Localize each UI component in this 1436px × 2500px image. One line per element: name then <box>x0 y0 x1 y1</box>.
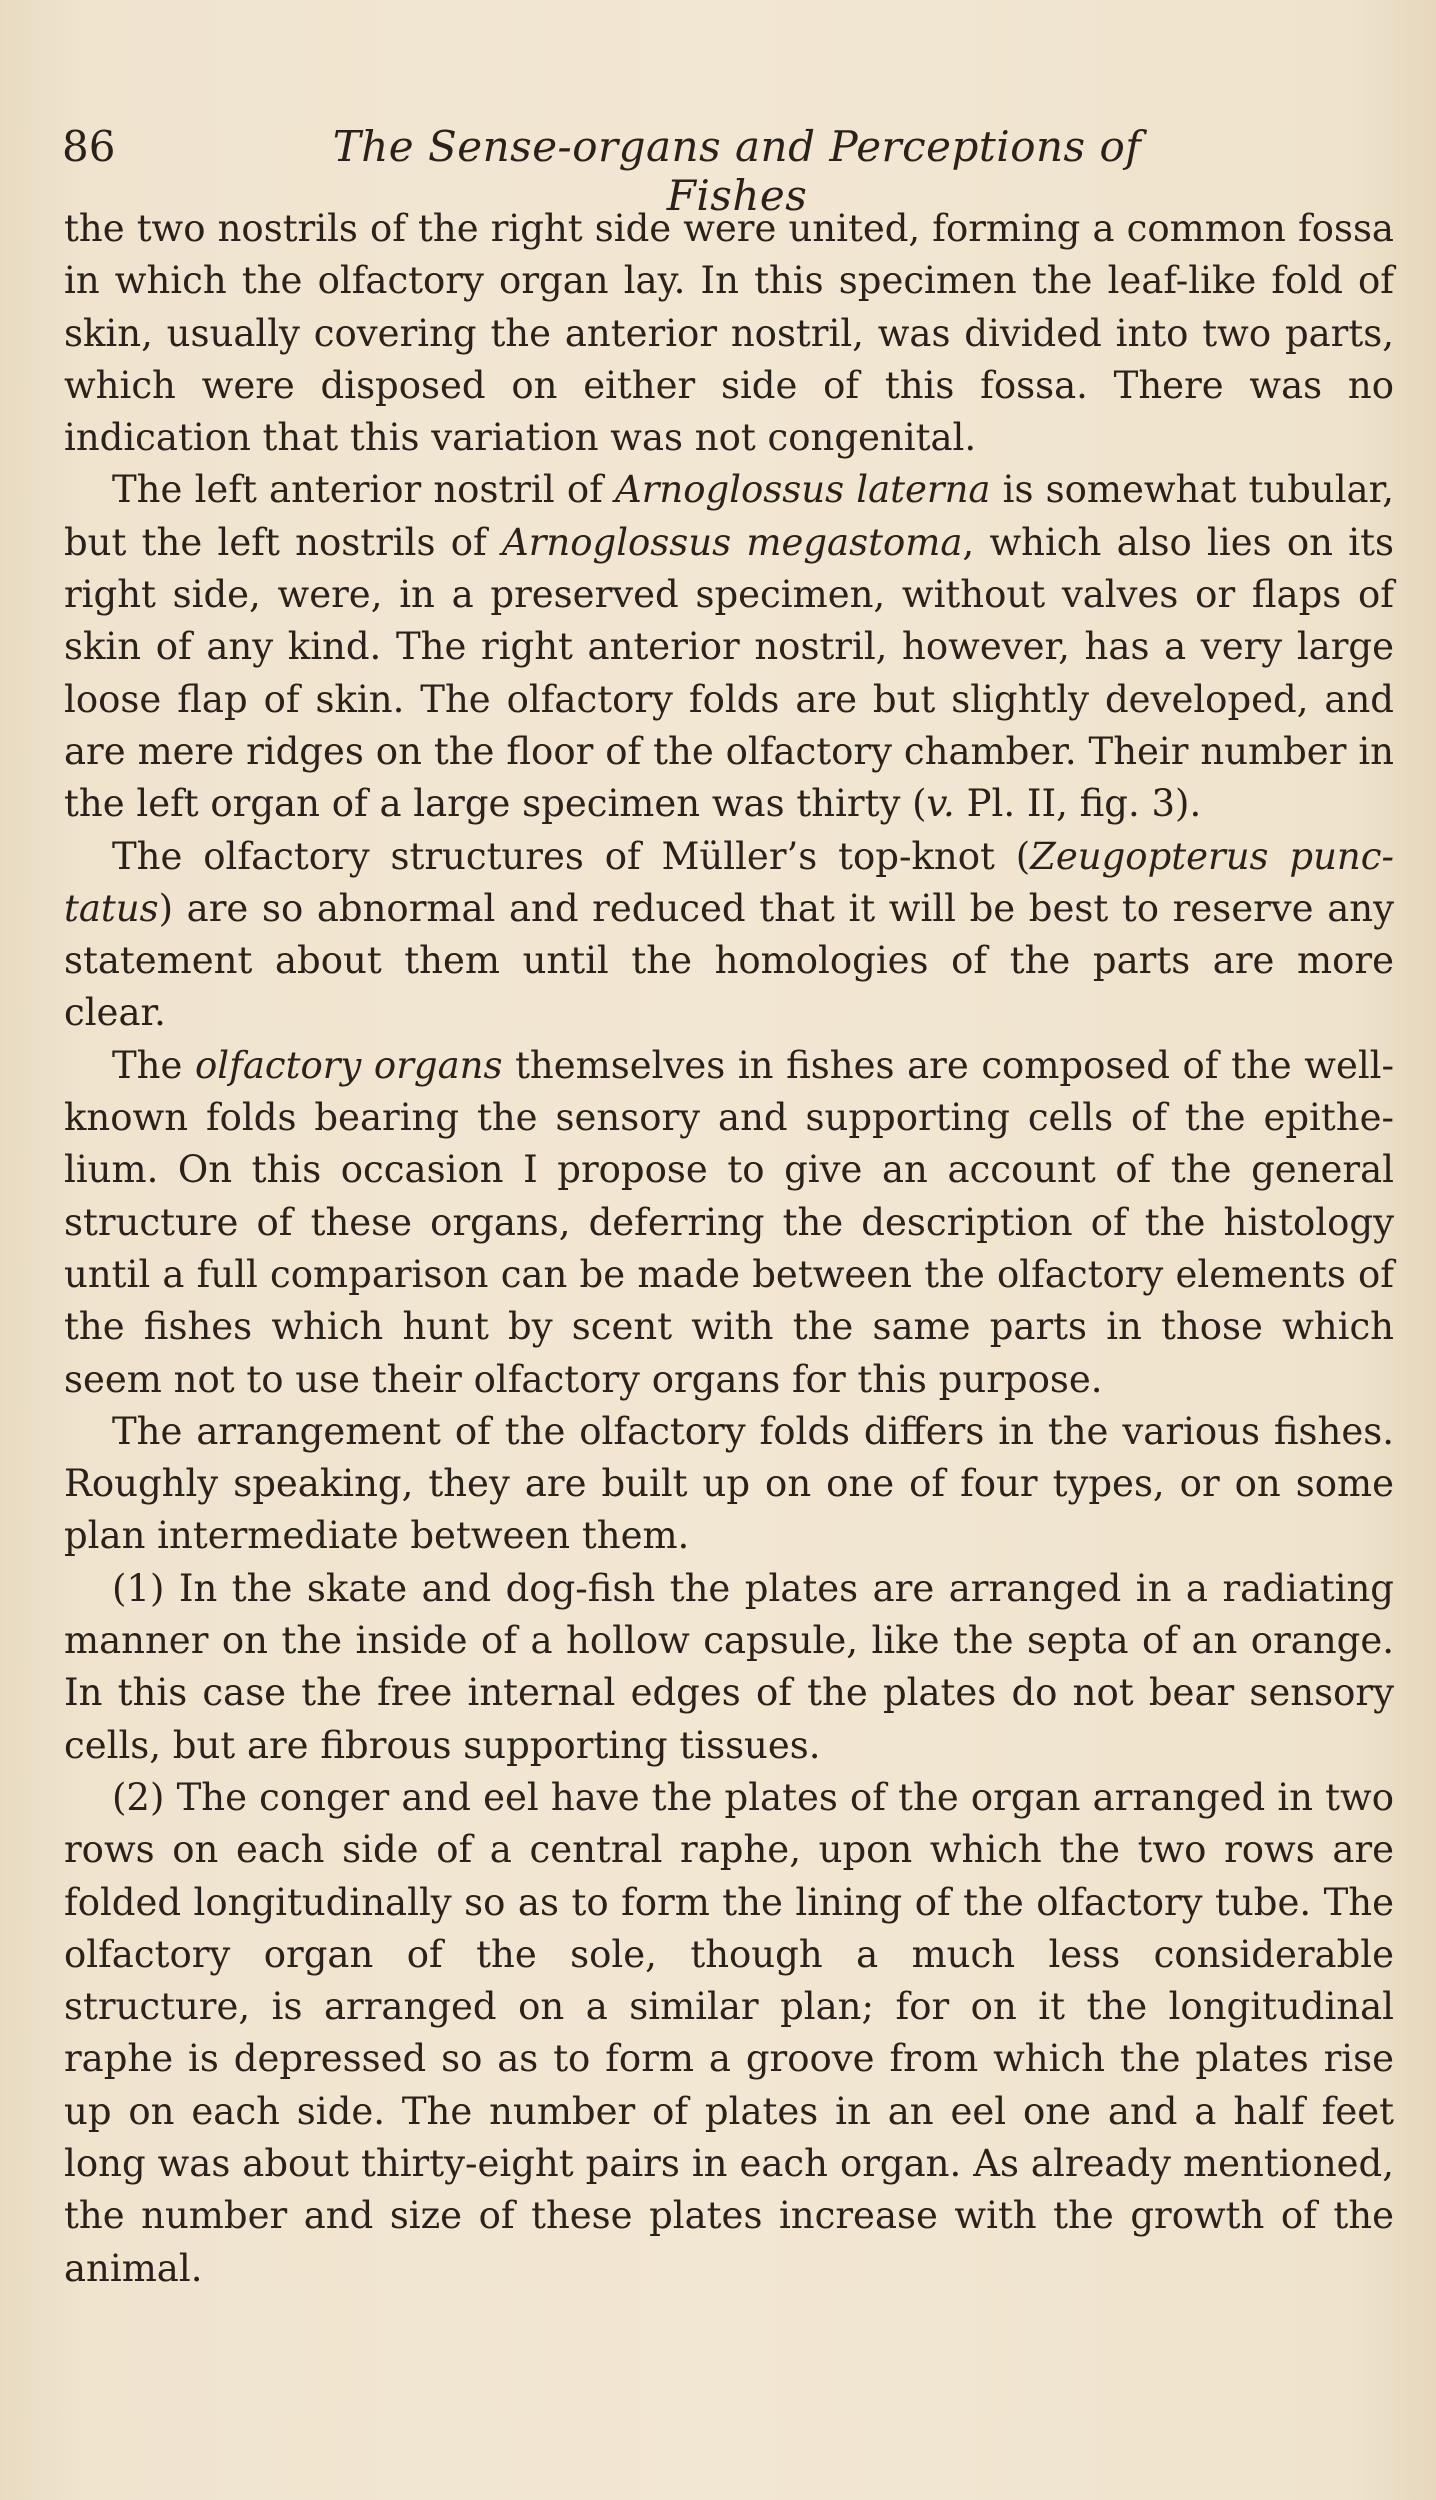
running-head: The Sense-organs and Perceptions of Fishes <box>332 122 1142 220</box>
text-run: The arrangement of the olfactory folds differs in the various fishes. Roughly speaking, they are built up on one of four types, or on some plan intermediate between them. <box>64 1409 1394 1558</box>
paragraph-5 <box>64 1406 1394 1563</box>
paragraph-2 <box>64 464 1394 830</box>
text-run: , which also lies on its right side, were, in a preserved specimen, without valves or flaps of skin of any kind. The right anterior nostril, however, has a very large loose flap of skin. The olfactory folds are but slightly developed, and are mere ridges on the floor of the olfactory chamber. Their number in the left organ of a large specimen was thirty ( <box>64 520 1394 826</box>
text-run: The olfactory structures of Müller’s top-knot ( <box>112 834 1031 878</box>
paragraph-7 <box>64 1772 1394 2295</box>
paragraph-1 <box>64 203 1394 464</box>
text-run: themselves in fishes are composed of the well-known folds bearing the sensory and supporting cells of the epithelium. On this occasion I propose to give an account of the general structure of these organs, deferring the description of the histology until a full comparison can be made between the olfactory elements of the fishes which hunt by scent with the same parts in those which seem not to use their olfactory organs for this purpose. <box>64 1043 1395 1401</box>
paragraph-6 <box>64 1563 1394 1772</box>
text-run: The <box>112 1043 196 1087</box>
text-run: is somewhat tubular, but the left nostrils of <box>64 468 1394 564</box>
page-number: 86 <box>62 122 116 171</box>
italic-text-run: Arnoglossus laterna <box>614 468 991 512</box>
italic-text-run: Zeugopterus punctatus <box>64 834 1394 930</box>
text-run: (2) The conger and eel have the plates of the organ arranged in two rows on each side of a central raphe, upon which the two rows are folded longitudinally so as to form the lining of the olfactory tube. The olfactory organ of the sole, though a much less considerable structure, is arranged on a similar plan; for on it the longitudinal raphe is depressed so as to form a groove from which the plates rise up on each side. The number of plates in an eel one and a half feet long was about thirty-eight pairs in each organ. As already mentioned, the number and size of these plates increase with the growth of the animal. <box>64 1775 1394 2290</box>
text-run: The left anterior nostril of <box>112 468 615 512</box>
italic-text-run: olfactory organs <box>195 1043 503 1087</box>
italic-text-run: v. <box>926 782 955 826</box>
text-run: ) are so abnormal and reduced that it will be best to reserve any statement about them until the homologies of the parts are more clear. <box>64 886 1394 1035</box>
page-body <box>64 203 1394 2295</box>
paragraph-4 <box>64 1040 1394 1406</box>
paragraph-3 <box>64 831 1394 1040</box>
text-run: Pl. II, fig. 3). <box>954 782 1202 826</box>
page-header <box>62 122 1212 220</box>
text-run: (1) In the skate and dog-fish the plates are arranged in a radiating manner on the inside of a hollow capsule, like the septa of an orange. In this case the free internal edges of the plates do not bear sensory cells, but are fibrous supporting tissues. <box>64 1566 1394 1767</box>
italic-text-run: Arnoglossus megastoma <box>502 520 963 564</box>
text-run: the two nostrils of the right side were united, forming a common fossa in which the olfactory organ lay. In this specimen the leaf-like fold of skin, usually covering the anterior nostril, was divided into two parts, which were disposed on either side of this fossa. There was no indication that this variation was not congenital. <box>64 207 1394 460</box>
